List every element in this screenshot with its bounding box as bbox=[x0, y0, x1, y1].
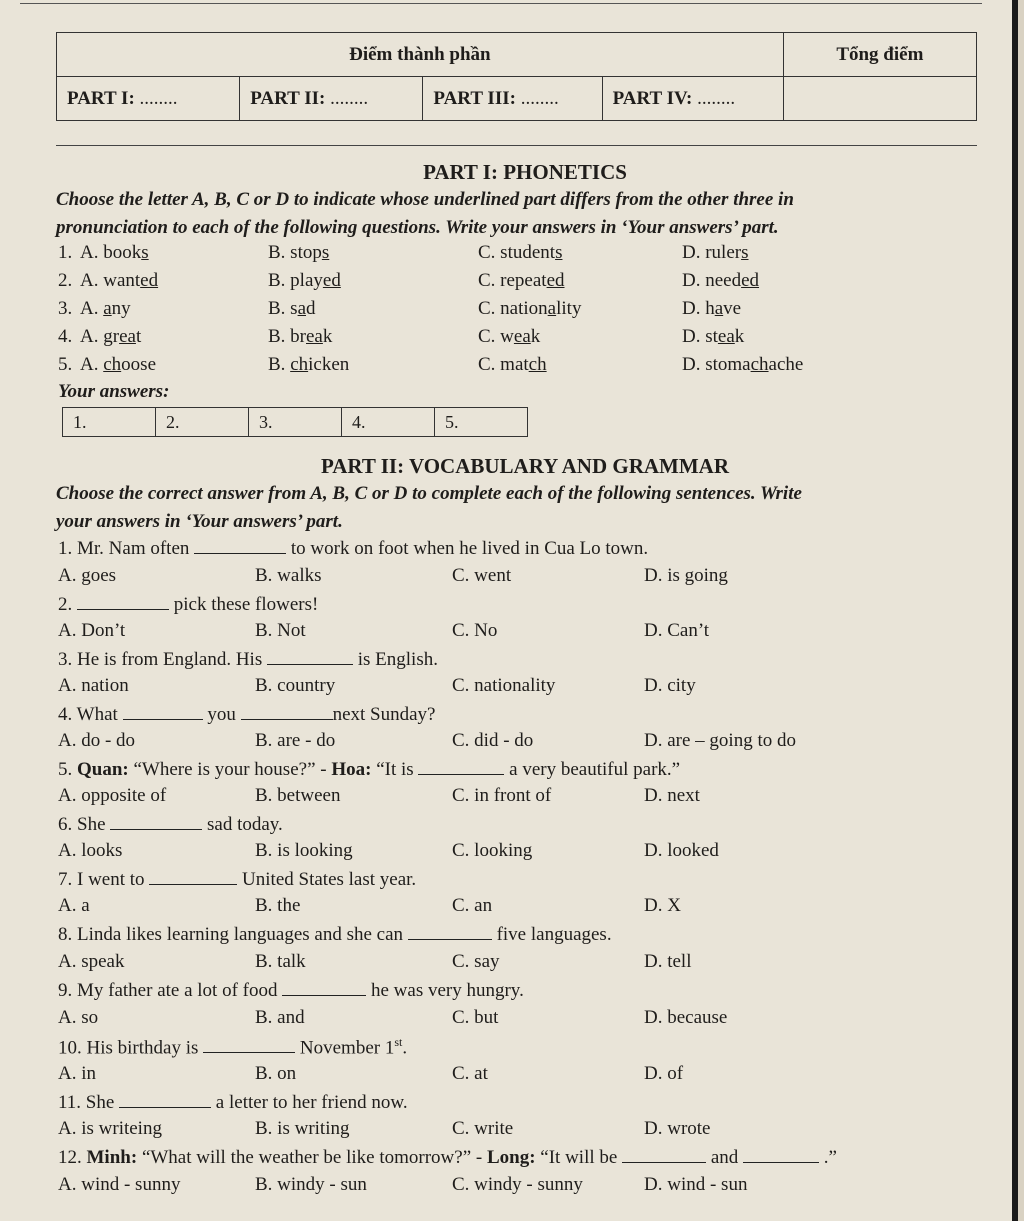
blank[interactable] bbox=[119, 1091, 211, 1108]
blank[interactable] bbox=[110, 813, 202, 830]
phonetics-question-3: 3. A. any B. sad C. nationality D. have bbox=[58, 298, 742, 319]
option-d: D. rulers bbox=[682, 242, 749, 263]
option-a: A. choose bbox=[80, 354, 156, 375]
blank[interactable] bbox=[241, 703, 333, 720]
option-b: B. sad bbox=[268, 298, 316, 319]
question-1: 1. Mr. Nam often to work on foot when he lived in Cua Lo town. bbox=[58, 538, 649, 559]
question-10-options: A. in B. on C. at D. of bbox=[58, 1063, 684, 1084]
score-components-header: Điểm thành phần bbox=[57, 33, 784, 77]
part2-title: PART II: VOCABULARY AND GRAMMAR bbox=[321, 454, 729, 478]
question-4-options: A. do - do B. are - do C. did - do D. are – going to do bbox=[58, 730, 796, 751]
answer-boxes bbox=[62, 407, 528, 437]
question-7: 7. I went to United States last year. bbox=[58, 869, 417, 890]
section-divider bbox=[56, 145, 977, 146]
question-5-options: A. opposite of B. between C. in front of D. next bbox=[58, 785, 700, 806]
option-a: A. great bbox=[80, 326, 142, 347]
blank[interactable] bbox=[267, 648, 353, 665]
question-12: 12. Minh: “What will the weather be like tomorrow?” - Long: “It will be and .” bbox=[58, 1147, 837, 1168]
phonetics-question-4: 4. A. great B. break C. weak D. steak bbox=[58, 326, 745, 347]
blank[interactable] bbox=[282, 979, 366, 996]
part1-instruction: Choose the letter A, B, C or D to indicate whose underlined part differs from the other three in pronunciation to each of the following questions. Write your answers in ‘Your answers’ part. bbox=[56, 189, 794, 238]
question-9: 9. My father ate a lot of food he was very hungry. bbox=[58, 980, 524, 1001]
option-a: A. wanted bbox=[80, 270, 159, 291]
answer-box-4[interactable]: 4. bbox=[342, 408, 435, 437]
score-table bbox=[56, 32, 977, 121]
blank[interactable] bbox=[408, 923, 492, 940]
phonetics-question-1: 1. A. books B. stops C. students D. rulers bbox=[58, 242, 749, 263]
part1-title: PART I: PHONETICS bbox=[423, 160, 627, 184]
question-6: 6. She sad today. bbox=[58, 814, 283, 835]
option-b: B. chicken bbox=[268, 354, 350, 375]
blank[interactable] bbox=[194, 537, 286, 554]
option-a: A. any bbox=[80, 298, 131, 319]
answer-box-3[interactable]: 3. bbox=[249, 408, 342, 437]
question-5: 5. Quan: “Where is your house?” - Hoa: “It is a very beautiful park.” bbox=[58, 759, 681, 780]
option-d: D. stomachache bbox=[682, 354, 804, 375]
option-b: B. stops bbox=[268, 242, 330, 263]
option-b: B. played bbox=[268, 270, 341, 291]
score-part-2: PART II: ........ bbox=[240, 77, 423, 121]
score-total-header: Tổng điểm bbox=[783, 33, 976, 77]
option-b: B. break bbox=[268, 326, 333, 347]
option-c: C. nationality bbox=[478, 298, 582, 319]
option-c: C. repeated bbox=[478, 270, 565, 291]
option-a: A. books bbox=[80, 242, 149, 263]
score-part-3: PART III: ........ bbox=[423, 77, 602, 121]
score-part-4: PART IV: ........ bbox=[602, 77, 783, 121]
blank[interactable] bbox=[203, 1036, 295, 1053]
question-6-options: A. looks B. is looking C. looking D. looked bbox=[58, 840, 719, 861]
answer-box-1[interactable]: 1. bbox=[63, 408, 156, 437]
question-8: 8. Linda likes learning languages and she can five languages. bbox=[58, 924, 612, 945]
question-9-options: A. so B. and C. but D. because bbox=[58, 1007, 728, 1028]
question-2: 2. pick these flowers! bbox=[58, 594, 319, 615]
option-c: C. match bbox=[478, 354, 547, 375]
blank[interactable] bbox=[418, 758, 504, 775]
question-3: 3. He is from England. His is English. bbox=[58, 649, 438, 670]
option-d: D. have bbox=[682, 298, 742, 319]
blank[interactable] bbox=[743, 1146, 819, 1163]
option-c: C. students bbox=[478, 242, 563, 263]
question-11-options: A. is writeing B. is writing C. write D. wrote bbox=[58, 1118, 711, 1139]
question-7-options: A. a B. the C. an D. X bbox=[58, 895, 681, 916]
option-d: D. needed bbox=[682, 270, 760, 291]
option-d: D. steak bbox=[682, 326, 745, 347]
question-12-options: A. wind - sunny B. windy - sun C. windy - sunny D. wind - sun bbox=[58, 1174, 748, 1195]
part2-instruction: Choose the correct answer from A, B, C or D to complete each of the following sentences. Write your answers in ‘Your answers’ part. bbox=[56, 483, 802, 532]
question-2-options: A. Don’t B. Not C. No D. Can’t bbox=[58, 620, 710, 641]
blank[interactable] bbox=[123, 703, 203, 720]
blank[interactable] bbox=[149, 868, 237, 885]
phonetics-question-5: 5. A. choose B. chicken C. match D. stomachache bbox=[58, 354, 804, 375]
option-c: C. weak bbox=[478, 326, 541, 347]
phonetics-question-2: 2. A. wanted B. played C. repeated D. needed bbox=[58, 270, 760, 291]
question-10: 10. His birthday is November 1st. bbox=[58, 1035, 408, 1059]
question-4: 4. What you next Sunday? bbox=[58, 704, 436, 725]
score-part-1: PART I: ........ bbox=[57, 77, 240, 121]
question-3-options: A. nation B. country C. nationality D. city bbox=[58, 675, 696, 696]
answer-box-2[interactable]: 2. bbox=[156, 408, 249, 437]
blank[interactable] bbox=[622, 1146, 706, 1163]
top-border bbox=[20, 3, 982, 4]
score-total-cell bbox=[783, 77, 976, 121]
your-answers-label: Your answers: bbox=[58, 381, 170, 402]
question-1-options: A. goes B. walks C. went D. is going bbox=[58, 565, 728, 586]
answer-box-5[interactable]: 5. bbox=[435, 408, 528, 437]
question-11: 11. She a letter to her friend now. bbox=[58, 1092, 408, 1113]
blank[interactable] bbox=[77, 593, 169, 610]
question-8-options: A. speak B. talk C. say D. tell bbox=[58, 951, 692, 972]
